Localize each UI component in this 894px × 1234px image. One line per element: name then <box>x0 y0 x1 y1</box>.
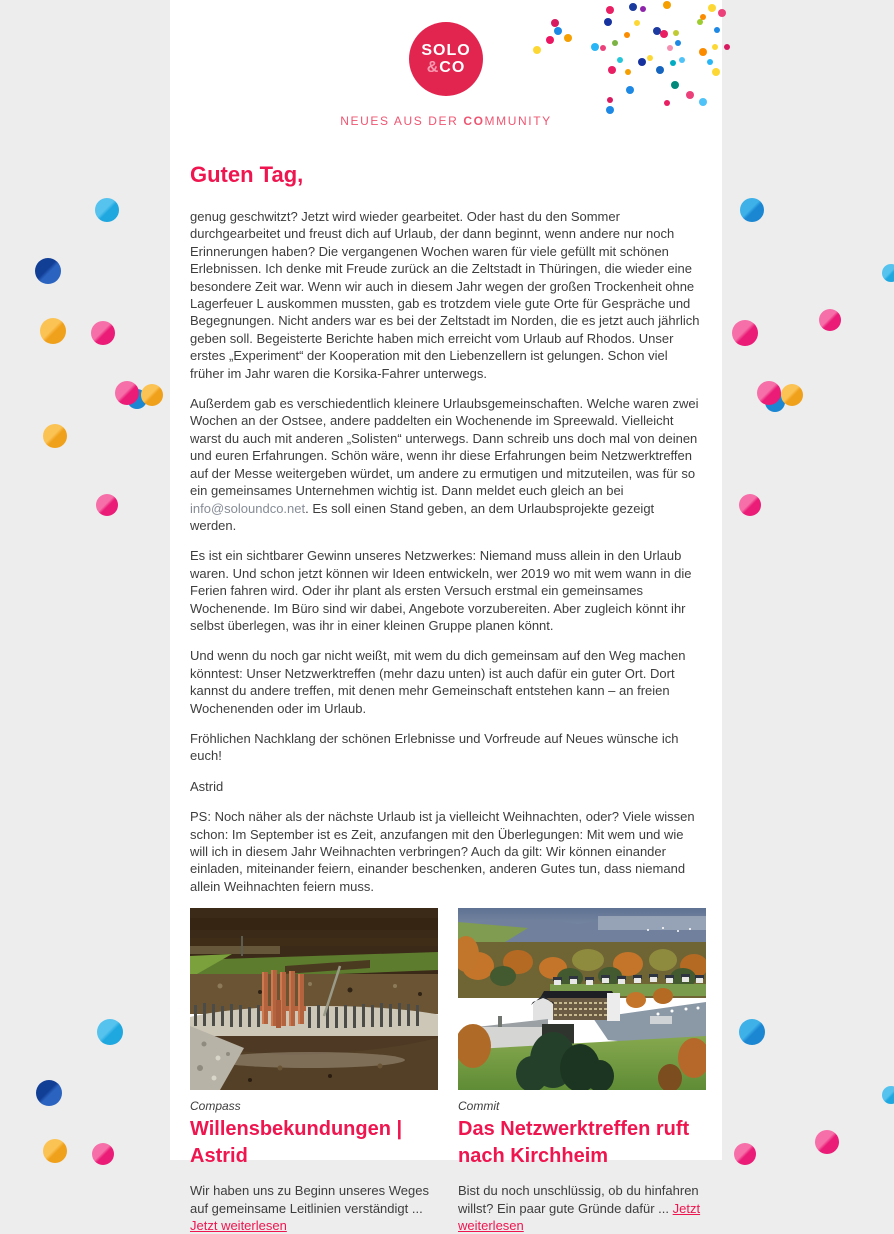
article-title[interactable]: Das Netzwerktreffen ruft nach Kirchheim <box>458 1118 690 1168</box>
logo-line1: SOLO <box>421 42 471 59</box>
paragraph: Und wenn du noch gar nicht weißt, mit wem du dich gemeinsam auf den Weg machen könntest: Unser Netzwerktreffen (mehr dazu unten) ist auch dafür ein guter Ort. Dort kannst du andere treffen, mit denen mehr Gemeinschaft entstehen kann – an freien Wochenenden oder im Urlaub. <box>190 648 686 716</box>
confetti-dot <box>882 264 894 282</box>
article-teaser <box>458 1182 706 1234</box>
paragraph: genug geschwitzt? Jetzt wird wieder gearbeitet. Oder hast du den Sommer durchgearbeitet und freust dich auf Urlaub, der dann beginnt, wenn andere nur noch Erinnerungen haben? Die vergangenen Wochen waren für viele gefüllt mit schönen Erlebnissen. Ich denke mit Freude zurück an die Zeltstadt in Thüringen, die wieder eine besondere Zeit war. Wenn wir auch in diesem Jahr wegen der großen Trockenheit ohne Lagerfeuer L auskommen mussten, gab es trotzdem viele gute Orte für Gespräche und Begegnungen. Nicht anders war es bei der Zeltstadt im Norden, die es jetzt auch jährlich geben soll. Begeisterte Berichte haben mich erreicht vom Urlaub auf Rhodos. Unser erstes „Experiment“ der Kooperation mit den Liebenzellern ist gelungen. Schon viel früher im Jahr waren die Korsika-Fahrer unterwegs. <box>190 209 700 381</box>
article-label: Commit <box>458 1099 500 1114</box>
paragraph: Es ist ein sichtbarer Gewinn unseres Netzwerkes: Niemand muss allein in den Urlaub waren. Und schon jetzt können wir Ideen entwickeln, wer 2019 wo mit wem wann in die Ferien fahren wird. Oder ihr plant als ersten Versuch erstmal ein gemeinsames Wochenende. Im Büro sind wir dabei, Angebote vorzubereiten. Aber zugleich könnt ihr selbst überlegen, was ihr in einer kleinen Gruppe planen könnt. <box>190 548 692 633</box>
article-teaser <box>190 1182 438 1234</box>
confetti-dot <box>43 1139 67 1163</box>
confetti-dot <box>734 1143 756 1165</box>
paragraph: Fröhlichen Nachklang der schönen Erlebnisse und Vorfreude auf Neues wünsche ich euch! <box>190 730 679 764</box>
confetti-dot <box>757 381 781 405</box>
email-header <box>170 0 722 128</box>
paragraph: Außerdem gab es verschiedentlich kleinere Urlaubsgemeinschaften. Welche waren zwei Wochen an der Ostsee, andere paddelten ein Wochenende im Spreewald. Vielleicht warst du auch mit anderen „Solisten“ unterwegs. Dann schreib uns doch mal von deinen und euren Erfahrungen. Schön wäre, wenn ihr diese Erfahrungen beim Netzwerktreffen auf der Messe weitergeben würdet, um andere zu ermutigen und mitzuteilen, was für so ein gemeinsames Unternehmen wichtig ist. Dann meldet euch gleich an bei info@soloundco.net. Es soll einen Stand geben, an dem Urlaubsprojekte gezeigt werden. <box>190 396 699 533</box>
confetti-dot <box>724 44 730 50</box>
article-card-commit <box>458 908 706 1234</box>
confetti-dot <box>882 1086 894 1104</box>
paragraph: Astrid <box>190 778 224 794</box>
confetti-dot <box>92 1143 114 1165</box>
paragraph: PS: Noch näher als der nächste Urlaub ist ja vielleicht Weihnachten, oder? Viele wissen schon: Im September ist es Zeit, anzufangen mit den Überlegungen: Mit wem und wie will ich in diesem Jahr Weihnachten verbringen? Auch da gilt: Wir können einander einladen, miteinander feiern, einander beschenken, anderen Gutes tun, dass niemand allein Weihnachten feiern muss. <box>190 809 695 894</box>
confetti-dot <box>765 392 785 412</box>
confetti-dot <box>141 384 163 406</box>
article-label: Compass <box>190 1099 241 1114</box>
tagline-pre: NEUES AUS DER <box>340 114 464 128</box>
confetti-dot <box>91 321 115 345</box>
confetti-dot <box>95 198 119 222</box>
article-title[interactable]: Willensbekundungen | Astrid <box>190 1118 403 1168</box>
greeting-heading: Guten Tag, <box>190 162 304 187</box>
confetti-dot <box>740 198 764 222</box>
confetti-dot <box>35 258 61 284</box>
confetti-dot <box>97 1019 123 1045</box>
teaser-text: Wir haben uns zu Beginn unseres Weges auf gemeinsame Leitlinien verständigt ... <box>190 1183 429 1216</box>
confetti-dot <box>127 389 147 409</box>
landscape-photo <box>458 908 706 1090</box>
confetti-dot <box>40 318 66 344</box>
email-link[interactable]: info@soloundco.net <box>190 500 306 516</box>
logo-line2 <box>427 59 466 76</box>
read-more-link[interactable]: Jetzt weiterlesen <box>190 1218 287 1234</box>
confetti-dot <box>115 381 139 405</box>
confetti-dot <box>43 424 67 448</box>
confetti-dot <box>36 1080 62 1106</box>
body-paragraphs <box>190 208 702 895</box>
confetti-dot <box>739 1019 765 1045</box>
email-body <box>170 162 722 1234</box>
confetti-dot <box>739 494 761 516</box>
confetti-dot <box>96 494 118 516</box>
construction-photo <box>190 908 438 1090</box>
tagline-post: MMUNITY <box>484 114 552 128</box>
article-card-compass <box>190 908 438 1234</box>
brand-logo[interactable] <box>409 22 483 96</box>
confetti-dot <box>819 309 841 331</box>
logo-co: CO <box>439 59 466 76</box>
teaser-text: Bist du noch unschlüssig, ob du hinfahren willst? Ein paar gute Gründe dafür ... <box>458 1183 699 1216</box>
confetti-dot <box>815 1130 839 1154</box>
read-more-link[interactable]: Jetzt weiterlesen <box>458 1200 701 1234</box>
articles-section <box>190 908 702 1234</box>
hotel-building <box>531 991 620 1021</box>
email-content <box>170 0 722 1234</box>
tagline-bold: CO <box>463 114 485 128</box>
confetti-dot <box>781 384 803 406</box>
confetti-dot <box>732 320 758 346</box>
article-image-construction-site[interactable] <box>190 908 438 1090</box>
brand-tagline <box>170 114 722 128</box>
article-image-autumn-landscape[interactable] <box>458 908 706 1090</box>
logo-ampersand: & <box>426 59 440 76</box>
